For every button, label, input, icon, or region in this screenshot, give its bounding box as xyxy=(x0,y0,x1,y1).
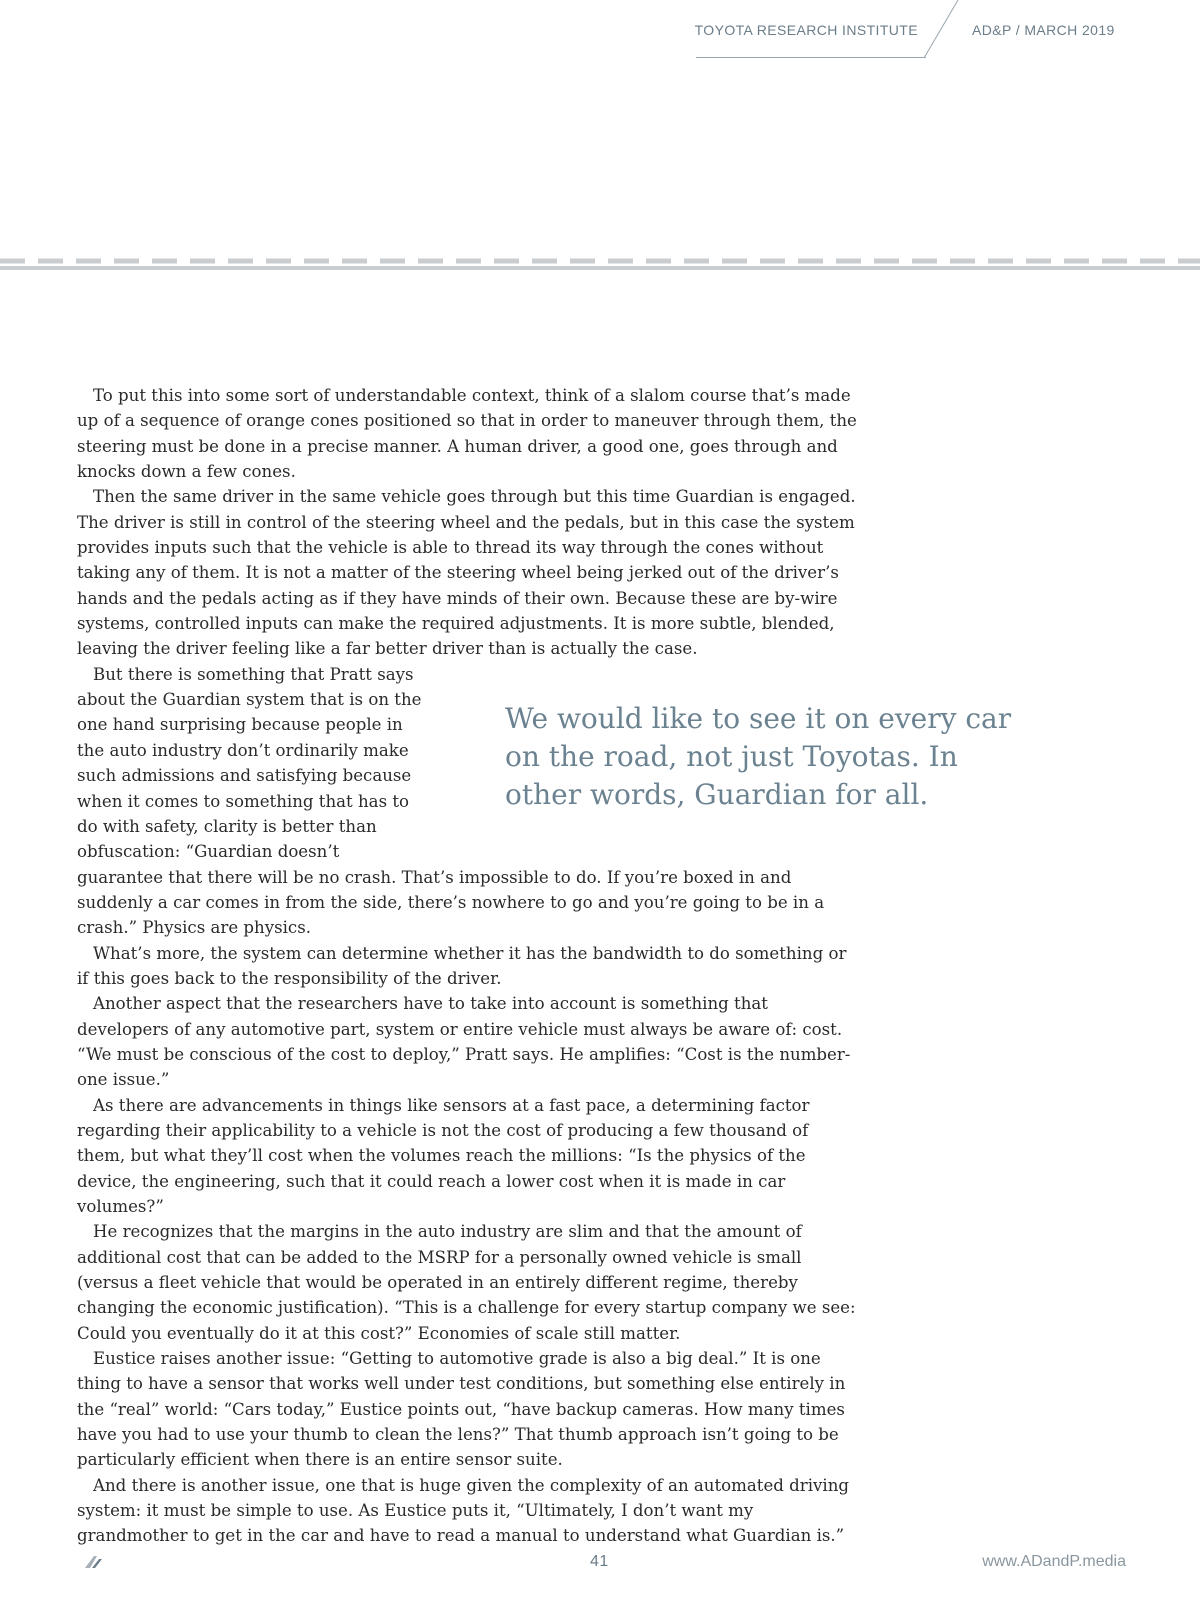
article-paragraph: Then the same driver in the same vehicle goes through but this time Guardian is engaged. The driver is still in control of the steering wheel and the pedals, but in this case the system provides inputs such that the vehicle is able to thread its way through the cones without taking any of them. It is not a matter of the steering wheel being jerked out of the driver’s hands and the pedals acting as if they have minds of their own. Because these are by-wire systems, controlled inputs can make the required adjustments. It is more subtle, blended, leaving the driver feeling like a far better driver than is actually the case. xyxy=(77,487,856,659)
road-lane-divider xyxy=(0,258,1200,272)
pull-quote: We would like to see it on every car on the road, not just Toyotas. In other words, Guardian for all. xyxy=(505,702,1012,811)
adp-end-mark-icon xyxy=(85,1556,103,1568)
article-body xyxy=(77,383,857,1574)
website-url: www.ADandP.media xyxy=(982,1553,1126,1570)
page-header xyxy=(0,0,1200,70)
article-paragraph: What’s more, the system can determine whether it has the bandwidth to do something or if this goes back to the responsibility of the driver. xyxy=(77,943,847,988)
article-paragraph: As there are advancements in things like sensors at a fast pace, a determining factor regarding their applicability to a vehicle is not the cost of producing a few thousand of them, but what they’ll cost when the volumes reach the millions: “Is the physics of the device, the engineering, such that it could reach a lower cost when it is made in car volumes?” xyxy=(77,1095,810,1216)
article-paragraph: He recognizes that the margins in the auto industry are slim and that the amount of additional cost that can be added to the MSRP for a personally owned vehicle is small (versus a fleet vehicle that would be operated in an entirely different regime, thereby changing the economic justification). “This is a challenge for every startup company we see: Could you eventually do it at this cost?” Economies of scale still matter. xyxy=(77,1222,856,1343)
article-paragraph: To put this into some sort of understandable context, think of a slalom course that’s made up of a sequence of orange cones positioned so that in order to maneuver through them, the steering must be done in a precise manner. A human driver, a good one, goes through and knocks down a few cones. xyxy=(77,386,857,482)
publisher-label: TOYOTA RESEARCH INSTITUTE xyxy=(694,22,918,38)
article-paragraph-last xyxy=(77,1473,857,1574)
page-number: 41 xyxy=(590,1553,609,1570)
article-paragraph-text: And there is another issue, one that is huge given the complexity of an automated driving system: it must be simple to use. As Eustice puts it, “Ultimately, I don’t want my grandmother to get in the car and have to read a manual to understand what Guardian is.” xyxy=(77,1475,850,1546)
article-paragraph: Eustice raises another issue: “Getting to automotive grade is also a big deal.” It is one thing to have a sensor that works well under test conditions, but something else entirely in the “real” world: “Cars today,” Eustice points out, “have backup cameras. How many times have you had to use your thumb to clean the lens?” That thumb approach isn’t going to be particularly efficient when there is an entire sensor suite. xyxy=(77,1349,846,1470)
issue-label: AD&P / MARCH 2019 xyxy=(972,22,1115,38)
header-underline xyxy=(696,57,926,58)
article-paragraph: Another aspect that the researchers have to take into account is something that developers of any automotive part, system or entire vehicle must always be aware of: cost. “We must be conscious of the cost to deploy,” Pratt says. He amplifies: “Cost is the number-one issue.” xyxy=(77,994,851,1090)
article-paragraph: But there is something that Pratt says about the Guardian system that is on the one hand surprising because people in the auto industry don’t ordinarily make such admissions and satisfying because when it comes to something that has to do with safety, clarity is better than obfuscation: “Guardian doesn’t guarantee that there will be no crash. That’s impossible to do. If you’re boxed in and suddenly a car comes in from the side, there’s nowhere to go and you’re going to be in a crash.” Physics are physics. xyxy=(77,664,825,938)
